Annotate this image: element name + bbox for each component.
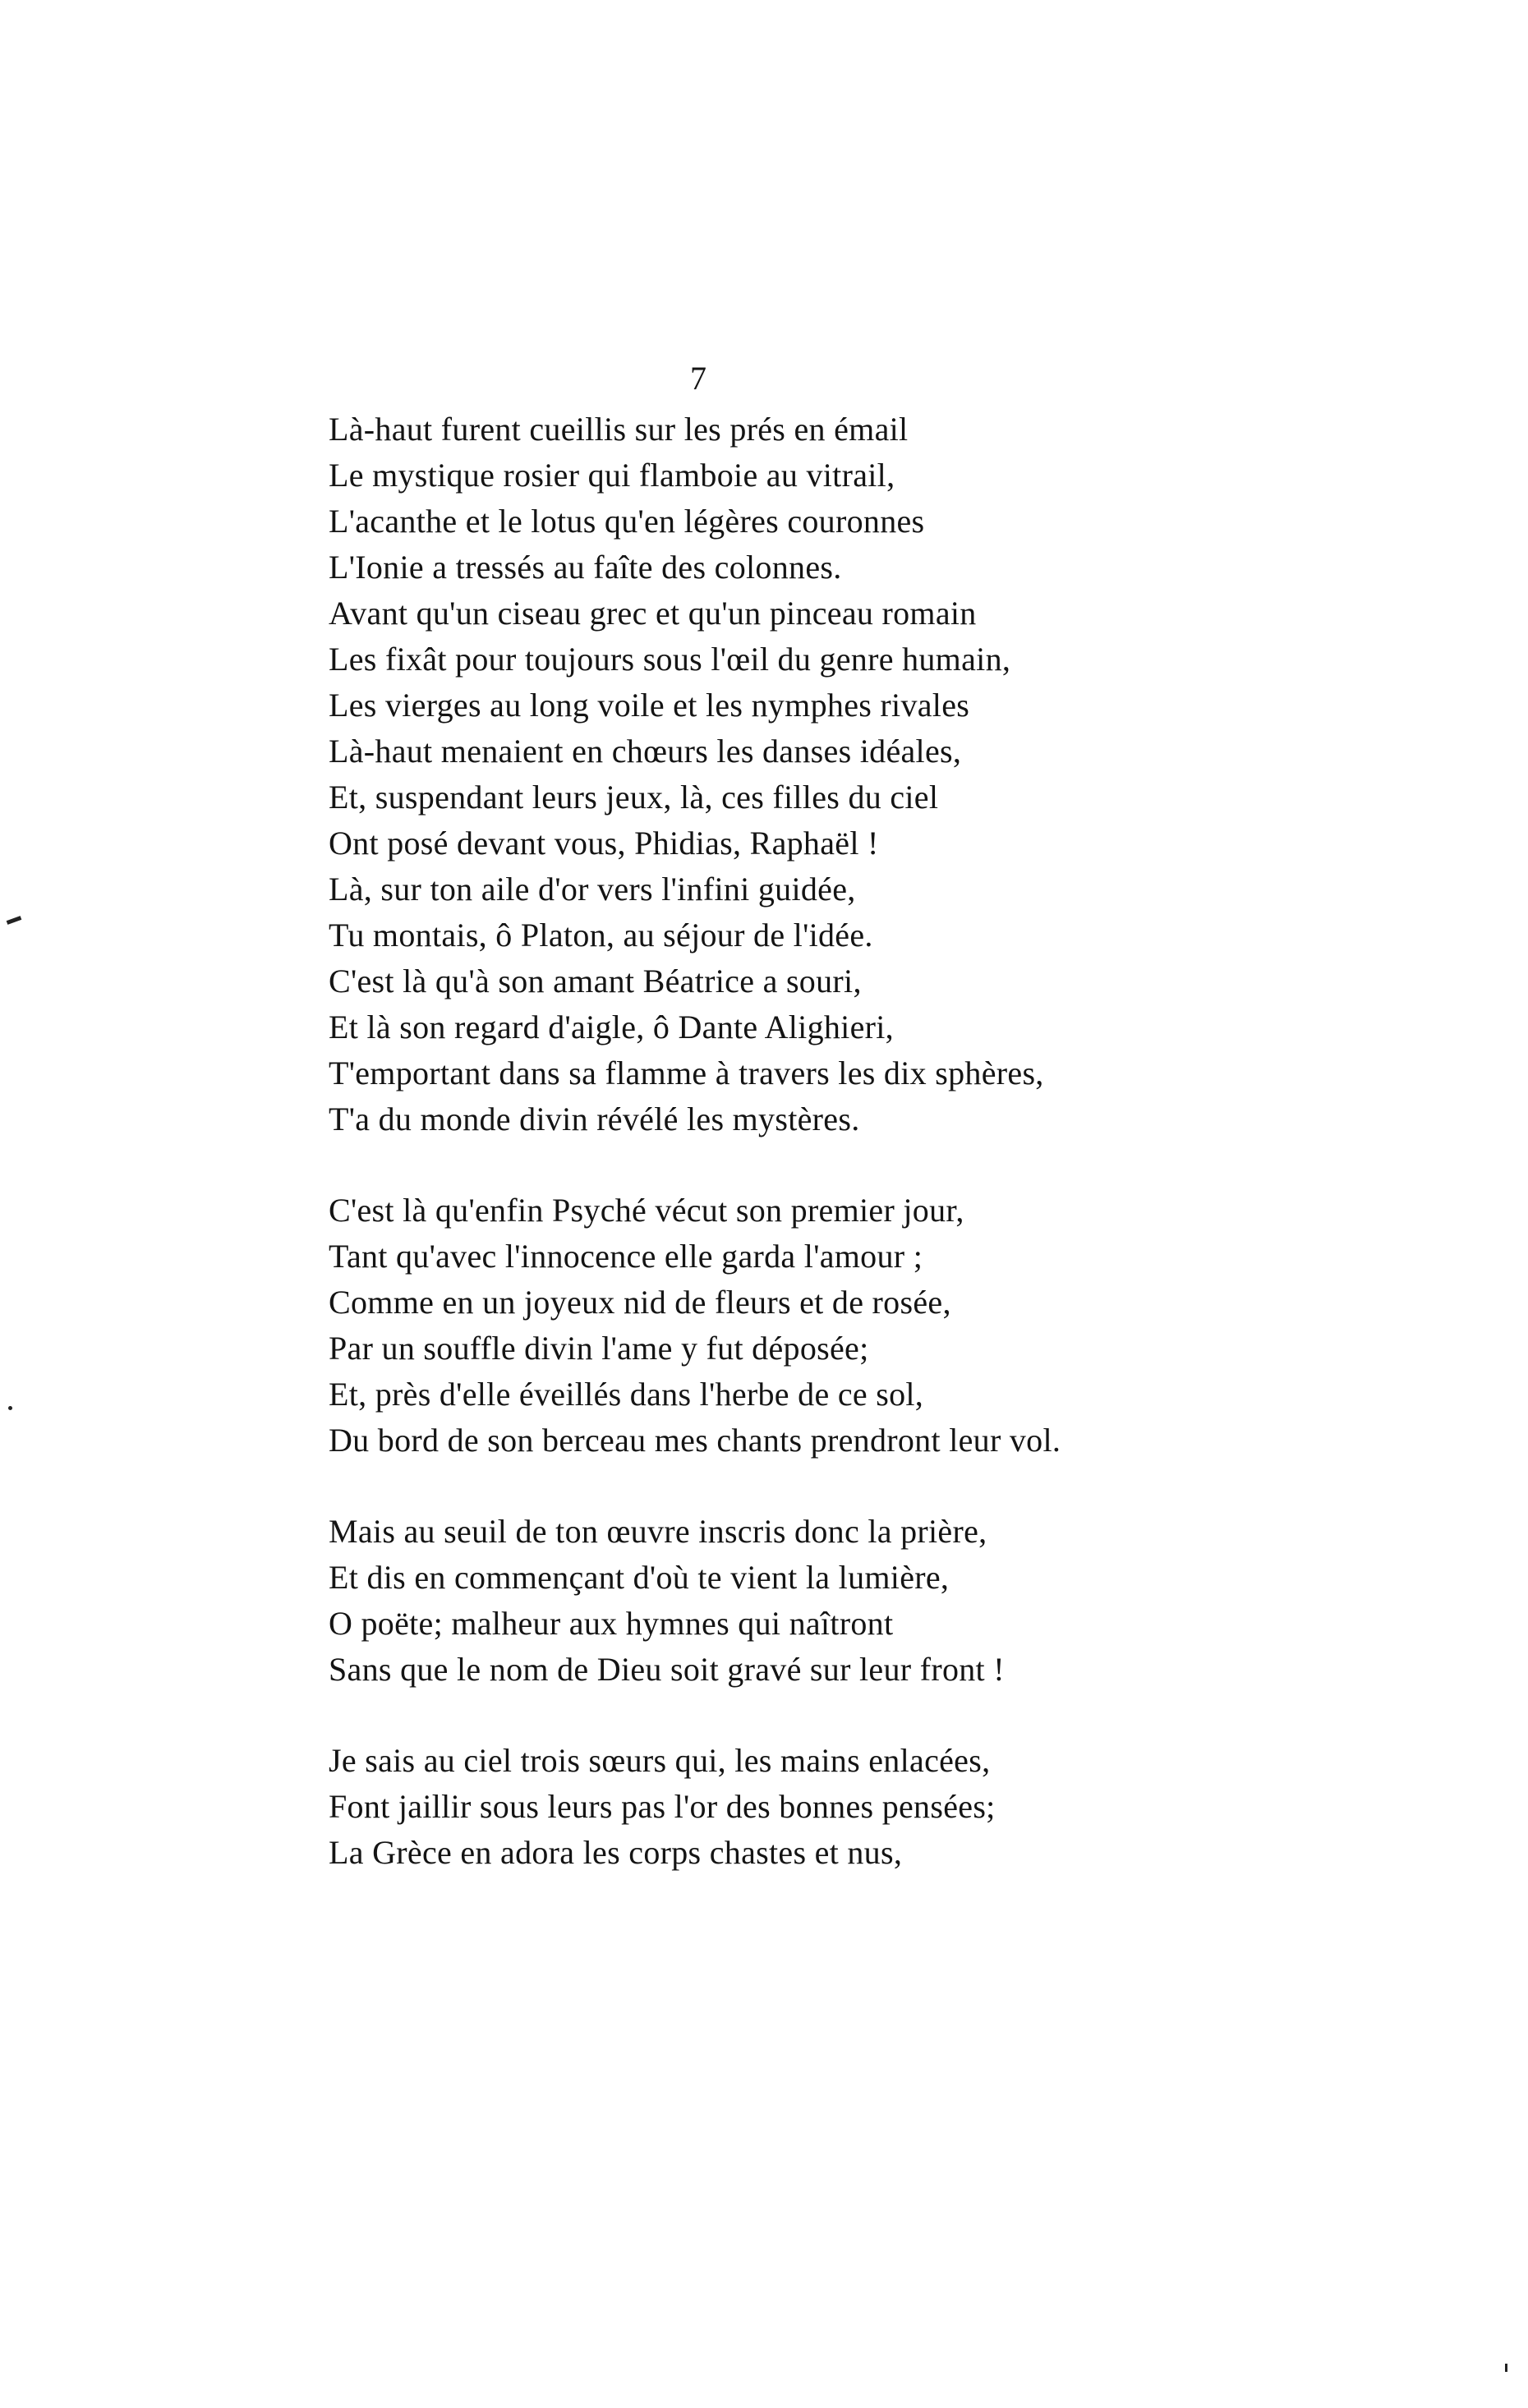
- stanza-4: [329, 1738, 1183, 1876]
- page-number: 7: [690, 360, 706, 397]
- verse-line: Du bord de son berceau mes chants prendront leur vol.: [329, 1422, 1061, 1459]
- verse-line: Et, près d'elle éveillés dans l'herbe de ce sol,: [329, 1376, 924, 1413]
- verse-line: Et dis en commençant d'où te vient la lumière,: [329, 1559, 950, 1596]
- stanza-3: [329, 1509, 1183, 1693]
- scan-mark: [7, 916, 22, 925]
- stanza-1: [329, 407, 1183, 1142]
- verse-line: Les fixât pour toujours sous l'œil du genre humain,: [329, 641, 1011, 678]
- scan-mark: [8, 1406, 12, 1410]
- poem: [329, 407, 1183, 1921]
- verse-line: Je sais au ciel trois sœurs qui, les mains enlacées,: [329, 1742, 991, 1779]
- verse-line: Là-haut menaient en chœurs les danses idéales,: [329, 733, 962, 770]
- verse-line: Le mystique rosier qui flamboie au vitrail,: [329, 457, 895, 494]
- verse-line: O poëte; malheur aux hymnes qui naîtront: [329, 1605, 894, 1642]
- verse-line: Tu montais, ô Platon, au séjour de l'idée.: [329, 917, 873, 954]
- verse-line: Là-haut furent cueillis sur les prés en émail: [329, 411, 909, 448]
- verse-line: L'acanthe et le lotus qu'en légères couronnes: [329, 503, 925, 540]
- verse-line: Les vierges au long voile et les nymphes rivales: [329, 687, 970, 724]
- verse-line: Comme en un joyeux nid de fleurs et de rosée,: [329, 1284, 951, 1321]
- verse-line: C'est là qu'enfin Psyché vécut son premier jour,: [329, 1192, 964, 1229]
- scan-mark: [1505, 2364, 1507, 2372]
- verse-line: T'emportant dans sa flamme à travers les dix sphères,: [329, 1055, 1044, 1091]
- verse-line: Font jaillir sous leurs pas l'or des bonnes pensées;: [329, 1788, 996, 1825]
- verse-line: L'Ionie a tressés au faîte des colonnes.: [329, 549, 842, 586]
- verse-line: Ont posé devant vous, Phidias, Raphaël !: [329, 825, 879, 862]
- verse-line: Avant qu'un ciseau grec et qu'un pinceau romain: [329, 595, 977, 632]
- verse-line: Et là son regard d'aigle, ô Dante Alighieri,: [329, 1009, 894, 1045]
- verse-line: La Grèce en adora les corps chastes et nus,: [329, 1834, 903, 1871]
- verse-line: Mais au seuil de ton œuvre inscris donc la prière,: [329, 1513, 987, 1550]
- verse-line: Et, suspendant leurs jeux, là, ces filles du ciel: [329, 779, 939, 816]
- verse-line: Tant qu'avec l'innocence elle garda l'amour ;: [329, 1238, 923, 1275]
- verse-line: Là, sur ton aile d'or vers l'infini guidée,: [329, 871, 856, 908]
- verse-line: Sans que le nom de Dieu soit gravé sur leur front !: [329, 1651, 1005, 1688]
- verse-line: C'est là qu'à son amant Béatrice a souri,: [329, 963, 862, 1000]
- verse-line: Par un souffle divin l'ame y fut déposée;: [329, 1330, 869, 1367]
- verse-line: T'a du monde divin révélé les mystères.: [329, 1101, 860, 1137]
- stanza-2: [329, 1188, 1183, 1464]
